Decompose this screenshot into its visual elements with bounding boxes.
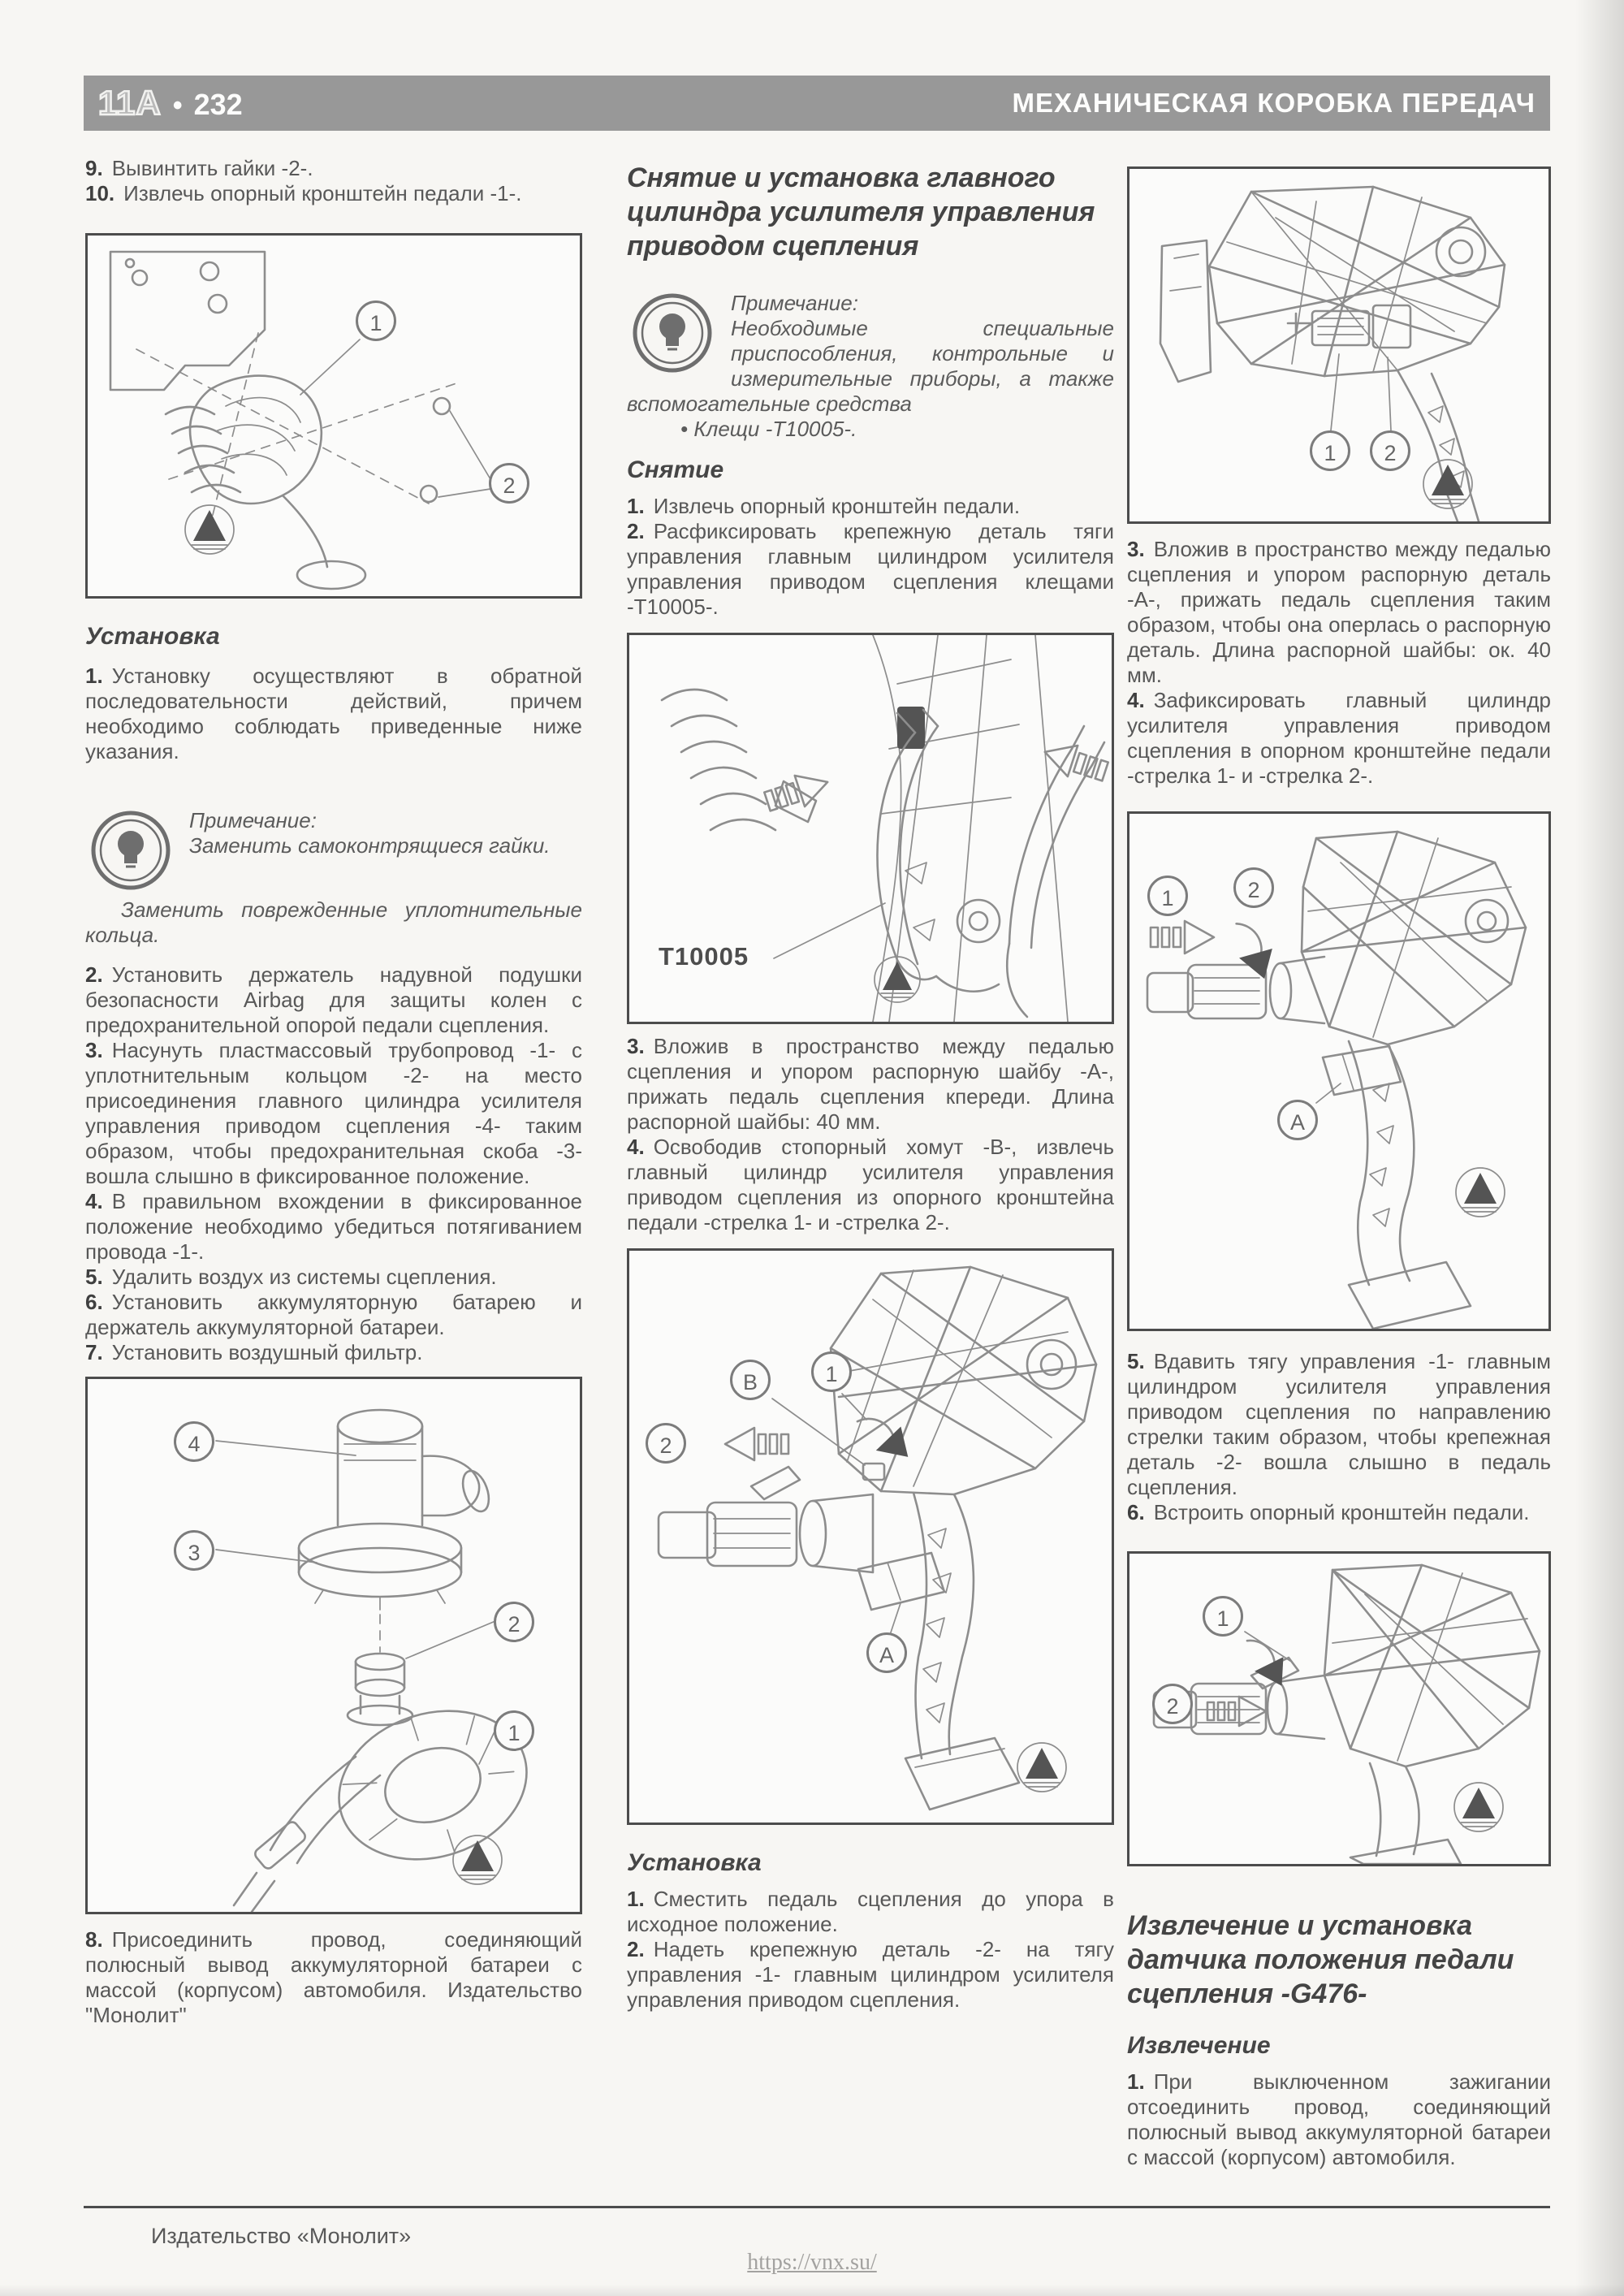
note-block — [627, 291, 1114, 442]
step-2 — [627, 519, 1114, 620]
publisher-watermark-icon — [1017, 1743, 1066, 1792]
publisher-watermark-icon — [1423, 460, 1472, 508]
slave-cylinder-drawing — [88, 1379, 580, 1912]
footer-rule — [84, 2206, 1550, 2208]
callout-2: 2 — [494, 1602, 534, 1642]
callout-2: 2 — [1233, 867, 1274, 908]
page-bottom-edge-shadow — [0, 2285, 1624, 2296]
pedal-removal-drawing — [629, 1251, 1112, 1823]
callout-2: 2 — [646, 1423, 686, 1464]
step-text: Вывинтить гайки -2-. — [111, 156, 313, 180]
step-text: Освободив стопорный хомут -В-, извлечь главный цилиндр усилителя управления приводом сцепления из опорного кронштейна педали -стрелка 1- и -стрелка 2-. — [627, 1135, 1114, 1234]
callout-1: 1 — [1310, 430, 1350, 471]
step-number: 3. — [1127, 537, 1145, 561]
step-number: 6. — [85, 1290, 103, 1314]
callout-2: 2 — [1152, 1684, 1193, 1724]
note-label: Примечание: — [189, 808, 317, 832]
callout-A: A — [866, 1632, 907, 1673]
figure-pliers-t10005 — [627, 633, 1114, 1024]
column-left — [85, 156, 582, 2028]
step-1 — [85, 664, 582, 764]
section-code: 11A — [98, 84, 162, 122]
step-5 — [1127, 1349, 1551, 1500]
header-separator: • — [172, 90, 183, 121]
figure-pedal-install-spacer — [1127, 811, 1551, 1331]
step-number: 8. — [85, 1927, 103, 1952]
step-4 — [85, 1189, 582, 1265]
callout-2: 2 — [1370, 430, 1410, 471]
step-text: Насунуть пластмассовый трубопровод -1- с уплотнительным кольцом -2- на место присоединения главного цилиндра усилителя управления приводом сцепления -4- таким образом, чтобы предохранительная скоба -3- вошла слышно в фиксированное положение. — [85, 1038, 582, 1188]
step-number: 4. — [85, 1189, 103, 1213]
step-number: 4. — [627, 1135, 645, 1159]
step-text: Расфиксировать крепежную деталь тяги управления главным цилиндром усилителя управления приводом сцепления клещами -Т10005-. — [627, 519, 1114, 619]
source-url-link[interactable]: https://vnx.su/ — [747, 2250, 877, 2275]
step-text: Присоединить провод, соединяющий полюсный вывод аккумуляторной батареи с массой (корпусом) автомобиля. Издательство "Монолит" — [85, 1927, 582, 2027]
step-3 — [85, 1038, 582, 1189]
callout-B: B — [730, 1360, 771, 1400]
step-text: В правильном вхождении в фиксированное положение необходимо убедиться потягиванием провода -1-. — [85, 1189, 582, 1264]
step-text: Надеть крепежную деталь -2- на тягу управления -1- главным цилиндром усилителя управления приводом сцепления. — [627, 1937, 1114, 2012]
step-number: 3. — [627, 1034, 645, 1058]
step-text: Встроить опорный кронштейн педали. — [1153, 1500, 1530, 1524]
step-2 — [85, 962, 582, 1038]
step-number: 2. — [627, 519, 645, 543]
note-block — [85, 808, 582, 858]
column-right — [1127, 166, 1551, 2170]
callout-1: 1 — [811, 1351, 852, 1392]
note-lightbulb-icon — [90, 810, 171, 891]
note-label: Примечание: — [731, 291, 858, 315]
publisher-watermark-icon — [453, 1836, 502, 1884]
step-text: Сместить педаль сцепления до упора в исходное положение. — [627, 1887, 1114, 1936]
step-7 — [85, 1340, 582, 1365]
install-step-2 — [627, 1937, 1114, 2013]
step-number: 5. — [1127, 1349, 1145, 1373]
callout-1: 1 — [494, 1710, 534, 1751]
figure-pedal-assembly — [1127, 166, 1551, 524]
pedal-install-drawing — [1129, 814, 1548, 1329]
step-6 — [1127, 1500, 1551, 1525]
step-6 — [85, 1290, 582, 1340]
note-paragraph: Заменить поврежденные уплотнительные кольца. — [85, 897, 582, 947]
subheading-install: Установка — [627, 1849, 762, 1876]
page-number: 232 — [193, 88, 243, 121]
step-5 — [85, 1265, 582, 1290]
step-number: 1. — [627, 1887, 645, 1911]
step-text: Установку осуществляют в обратной последовательности действий, причем необходимо соблюдать приведенные ниже указания. — [85, 664, 582, 763]
publisher-watermark-icon — [1454, 1783, 1503, 1831]
step-1 — [627, 494, 1114, 519]
callout-3: 3 — [174, 1530, 214, 1571]
step-number: 9. — [85, 156, 103, 180]
step-4 — [1127, 688, 1551, 789]
chapter-title: МЕХАНИЧЕСКАЯ КОРОБКА ПЕРЕДАЧ — [1012, 88, 1535, 118]
step-text: Извлечь опорный кронштейн педали. — [653, 494, 1021, 518]
callout-1: 1 — [356, 301, 396, 341]
subheading-removal: Извлечение — [1127, 2032, 1271, 2059]
note-text: Необходимые специальные приспособления, контрольные и измерительные приборы, а также вспомогательные средства — [627, 316, 1114, 416]
publisher-credit: Издательство «Монолит» — [151, 2224, 412, 2248]
note-lightbulb-icon — [632, 292, 713, 374]
callout-4: 4 — [174, 1421, 214, 1462]
figure-pedal-master-cylinder-removal — [627, 1248, 1114, 1825]
subheading-removal: Снятие — [627, 456, 724, 483]
callout-1: 1 — [1203, 1596, 1243, 1637]
step-8 — [85, 1927, 582, 2028]
section-title-master-cylinder: Снятие и установка главного цилиндра усилителя управления приводом сцепления — [627, 162, 1095, 262]
step-9 — [85, 156, 582, 181]
pedal-bracket-drawing — [88, 236, 580, 596]
column-middle — [627, 161, 1114, 2013]
step-3 — [627, 1034, 1114, 1135]
callout-1: 1 — [1147, 876, 1188, 916]
step-number: 2. — [627, 1937, 645, 1961]
step-text: Удалить воздух из системы сцепления. — [111, 1265, 497, 1289]
figure-pedal-rod-install — [1127, 1551, 1551, 1866]
callout-2: 2 — [489, 463, 529, 504]
figure-slave-cylinder-exploded — [85, 1377, 582, 1914]
step-text: Установить держатель надувной подушки безопасности Airbag для защиты колен с предохранительной опорой педали сцепления. — [85, 962, 582, 1037]
page-right-edge-shadow — [1575, 0, 1624, 2296]
step-number: 2. — [85, 962, 103, 987]
publisher-watermark-icon — [875, 957, 920, 1002]
step-number: 4. — [1127, 688, 1145, 712]
step-text: Вдавить тягу управления -1- главным цилиндром усилителя управления приводом сцепления по направлению стрелки таким образом, чтобы крепежная деталь -2- вошла слышно в педаль сцепления. — [1127, 1349, 1551, 1499]
note-text: Заменить самоконтрящиеся гайки. — [189, 833, 551, 858]
step-text: Вложив в пространство между педалью сцепления и упором распорную шайбу -А-, прижать педаль сцепления кпереди. Длина распорной шайбы: 40 мм. — [627, 1034, 1114, 1134]
page-header — [84, 76, 1550, 131]
step-number: 1. — [627, 494, 645, 518]
step-number: 1. — [85, 664, 103, 688]
step-number: 10. — [85, 181, 115, 205]
step-text: Установить воздушный фильтр. — [111, 1340, 423, 1364]
step-4 — [627, 1135, 1114, 1235]
step-text: Зафиксировать главный цилиндр усилителя управления приводом сцепления в опорном кронштейне педали -стрелка 1- и -стрелка 2-. — [1127, 688, 1551, 788]
step-text: Вложив в пространство между педалью сцепления и упором распорную деталь -А-, прижать педаль сцепления таким образом, чтобы она оперлась о распорную деталь. Длина распорной шайбы: ок. 40 мм. — [1127, 537, 1551, 687]
note-bullet-tool: • Клещи -Т10005-. — [680, 417, 857, 441]
step-number: 3. — [85, 1038, 103, 1062]
publisher-watermark-icon — [185, 505, 234, 554]
tool-label: T10005 — [659, 942, 749, 971]
step-text: Установить аккумуляторную батарею и держатель аккумуляторной батареи. — [85, 1290, 582, 1339]
step-text: Извлечь опорный кронштейн педали -1-. — [123, 181, 522, 205]
section-title-pedal-sensor: Извлечение и установка датчика положения педали сцепления -G476- — [1127, 1910, 1514, 2009]
step-number: 5. — [85, 1265, 103, 1289]
steps-2-7 — [85, 962, 582, 1365]
step-number: 1. — [1127, 2069, 1145, 2094]
step-10 — [85, 181, 582, 206]
step-number: 6. — [1127, 1500, 1145, 1524]
step-number: 7. — [85, 1340, 103, 1364]
pedal-rod-drawing — [1129, 1554, 1548, 1864]
figure-pedal-bracket-removal — [85, 233, 582, 599]
install-step-1 — [627, 1887, 1114, 1937]
publisher-watermark-icon — [1456, 1168, 1505, 1217]
subheading-install: Установка — [85, 623, 220, 650]
step-3 — [1127, 537, 1551, 688]
sensor-step-1 — [1127, 2069, 1551, 2170]
callout-A: A — [1277, 1100, 1318, 1140]
header-page-ref — [98, 84, 243, 123]
step-text: При выключенном зажигании отсоединить провод, соединяющий полюсный вывод аккумуляторной батареи с массой (корпусом) автомобиля. — [1127, 2069, 1551, 2169]
